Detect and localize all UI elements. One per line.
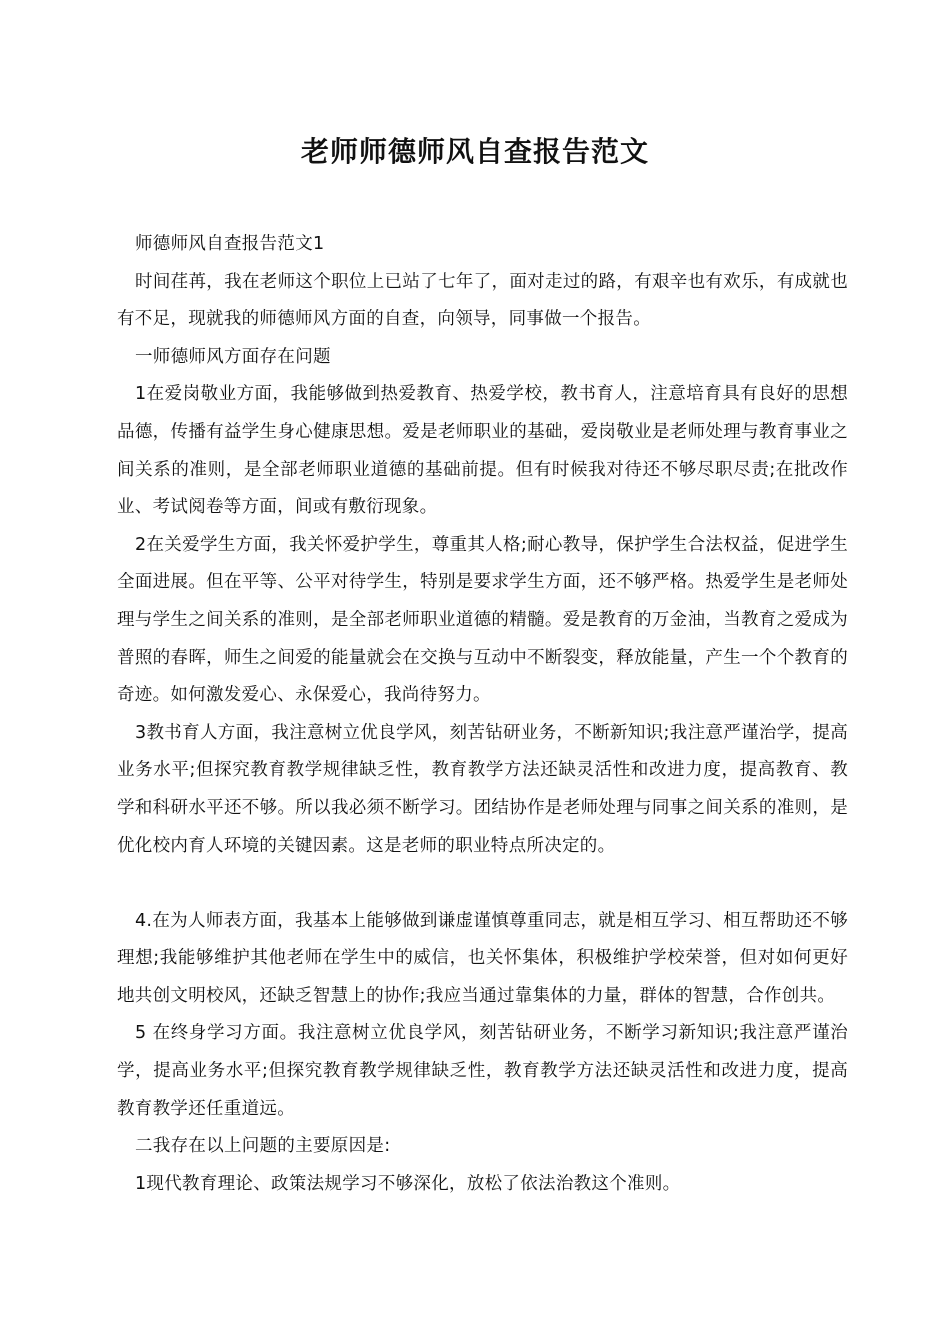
problem-item-2: 2在关爱学生方面，我关怀爱护学生，尊重其人格;耐心教导，保护学生合法权益，促进学生全面进展。但在平等、公平对待学生，特别是要求学生方面，还不够严格。热爱学生是老师处理与学生之间关系的准则，是全部老师职业道德的精髓。爱是教育的万金油，当教育之爱成为普照的春晖，师生之间爱的能量就会在交换与互动中不断裂变，释放能量，产生一个个教育的奇迹。如何激发爱心、永保爱心，我尚待努力。 — [117, 534, 848, 706]
problem-item-5: 5 在终身学习方面。我注意树立优良学风，刻苦钻研业务，不断学习新知识;我注意严谨治学，提高业务水平;但探究教育教学规律缺乏性，教育教学方法还缺灵活性和改进力度，提高教育教学还任重道远。 — [117, 1023, 848, 1119]
problem-item-3: 3教书育人方面，我注意树立优良学风，刻苦钻研业务，不断新知识;我注意严谨治学，提高业务水平;但探究教育教学规律缺乏性，教育教学方法还缺灵活性和改进力度，提高教育、教学和科研水平还不够。所以我必须不断学习。团结协作是老师处理与同事之间关系的准则，是优化校内育人环境的关键因素。这是老师的职业特点所决定的。 — [117, 722, 848, 856]
document-body — [117, 226, 848, 1203]
document-title: 老师师德师风自查报告范文 — [300, 135, 649, 168]
paragraph-gap — [117, 865, 848, 903]
cause-item-1: 1现代教育理论、政策法规学习不够深化，放松了依法治教这个准则。 — [135, 1173, 681, 1194]
section-heading-causes: 二我存在以上问题的主要原因是: — [135, 1136, 391, 1157]
section-heading-1: 师德师风自查报告范文1 — [135, 234, 325, 254]
section-heading-problems: 一师德师风方面存在问题 — [135, 346, 331, 367]
problem-item-1: 1在爱岗敬业方面，我能够做到热爱教育、热爱学校，教书育人，注意培育具有良好的思想品德，传播有益学生身心健康思想。爱是老师职业的基础，爱岗敬业是老师处理与教育事业之间关系的准则，是全部老师职业道德的基础前提。但有时候我对待还不够尽职尽责;在批改作业、考试阅卷等方面，间或有敷衍现象。 — [117, 384, 848, 518]
problem-item-4: 4.在为人师表方面，我基本上能够做到谦虚谨慎尊重同志，就是相互学习、相互帮助还不够理想;我能够维护其他老师在学生中的威信，也关怀集体，积极维护学校荣誉，但对如何更好地共创文明校风，还缺乏智慧上的协作;我应当通过靠集体的力量，群体的智慧，合作创共。 — [117, 910, 848, 1006]
intro-paragraph: 时间荏苒，我在老师这个职位上已站了七年了，面对走过的路，有艰辛也有欢乐，有成就也有不足，现就我的师德师风方面的自查，向领导，同事做一个报告。 — [117, 271, 848, 330]
